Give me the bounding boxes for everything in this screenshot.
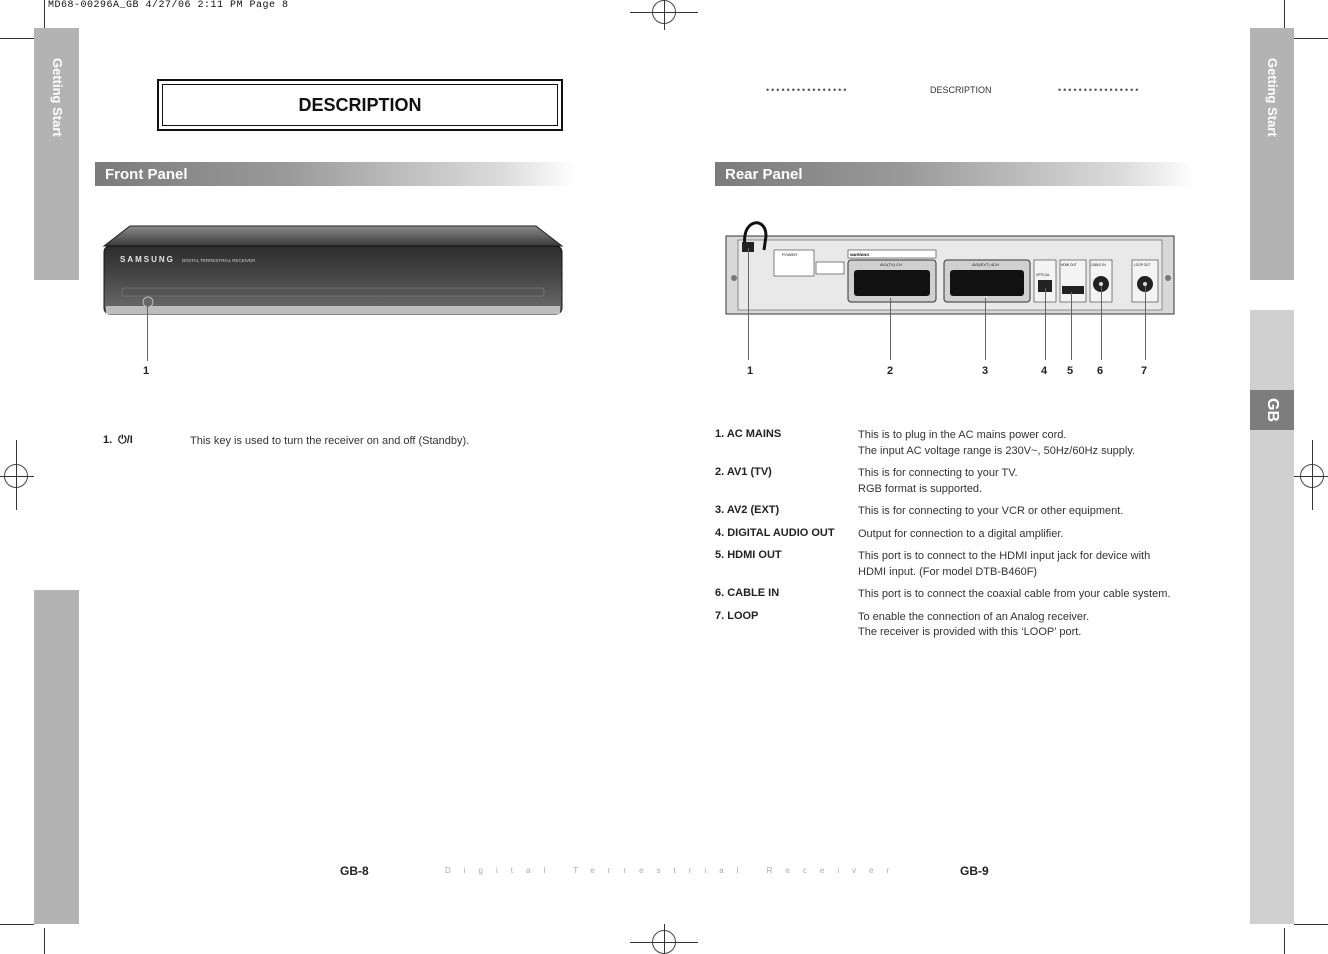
crop-mark — [0, 38, 34, 39]
language-tab-gb: GB — [1250, 390, 1294, 430]
front-panel-header: Front Panel — [95, 162, 575, 186]
svg-text:AV2(EXT) 4CH: AV2(EXT) 4CH — [972, 262, 999, 267]
header-dots-left: •••••••••••••••• — [766, 85, 849, 95]
rear-item-line: The receiver is provided with this ‘LOOP’ port. — [858, 626, 1082, 638]
crop-mark — [44, 928, 45, 954]
svg-text:POWER: POWER — [782, 252, 798, 257]
rear-item-line: This port is to connect the coaxial cable from your cable system. — [858, 588, 1171, 600]
crop-mark — [1294, 924, 1328, 925]
rear-item-line: HDMI input. (For model DTB-B460F) — [858, 566, 1038, 578]
svg-text:WARNING: WARNING — [850, 252, 870, 257]
rear-item-term: 2. AV1 (TV) — [715, 466, 772, 478]
running-header: DESCRIPTION — [930, 85, 992, 95]
registration-line — [0, 476, 34, 477]
rear-callout-6: 6 — [1097, 365, 1104, 377]
front-callout-1: 1 — [143, 365, 150, 377]
page-title-box — [157, 79, 563, 131]
rear-item-line: This is for connecting to your TV. — [858, 467, 1018, 479]
rear-panel-header: Rear Panel — [715, 162, 1195, 186]
svg-text:CABLE IN: CABLE IN — [1091, 263, 1106, 267]
registration-line — [1294, 476, 1328, 477]
crop-mark — [0, 924, 34, 925]
rear-item-line: This port is to connect to the HDMI input jack for device with — [858, 550, 1151, 562]
page-number-right: GB-9 — [960, 864, 989, 878]
right-side-tab-label: Getting Start — [1265, 58, 1280, 137]
rear-item-term: 3. AV2 (EXT) — [715, 504, 780, 516]
rear-item-line: This is to plug in the AC mains power cord. — [858, 429, 1067, 441]
crop-mark — [1294, 38, 1328, 39]
callout-line — [748, 248, 749, 360]
rear-callout-5: 5 — [1067, 365, 1074, 377]
callout-line — [1101, 286, 1102, 360]
rear-callout-3: 3 — [982, 365, 989, 377]
registration-line — [1312, 440, 1313, 510]
rear-item-term: 5. HDMI OUT — [715, 549, 782, 561]
crop-mark — [1284, 928, 1285, 954]
callout-line — [1071, 292, 1072, 360]
rear-callout-7: 7 — [1141, 365, 1148, 377]
callout-line — [147, 306, 148, 361]
callout-line — [985, 298, 986, 360]
av2-scart-icon — [950, 270, 1024, 296]
registration-line — [664, 0, 665, 30]
svg-text:HDMI OUT: HDMI OUT — [1061, 263, 1077, 267]
callout-line — [1145, 286, 1146, 360]
crop-mark — [44, 0, 45, 28]
svg-text:LOOP OUT: LOOP OUT — [1134, 263, 1151, 267]
front-panel-illustration — [100, 222, 566, 322]
rear-callout-1: 1 — [747, 365, 754, 377]
registration-line — [664, 924, 665, 954]
callout-line — [890, 298, 891, 360]
standby-button-icon — [143, 297, 153, 307]
left-side-tab-label: Getting Start — [50, 58, 65, 137]
front-item-text: This key is used to turn the receiver on and off (Standby). — [190, 435, 470, 447]
rear-item-term: 7. LOOP — [715, 610, 759, 622]
rear-item-line: RGB format is supported. — [858, 483, 983, 495]
rear-item-term: 6. CABLE IN — [715, 587, 780, 599]
svg-text:OPTICAL: OPTICAL — [1036, 273, 1050, 277]
av1-scart-icon — [854, 270, 930, 296]
rear-callout-4: 4 — [1041, 365, 1048, 377]
page-title: DESCRIPTION — [298, 94, 422, 115]
rear-callout-2: 2 — [887, 365, 894, 377]
registration-line — [16, 440, 17, 510]
front-item-number: 1. — [103, 434, 113, 446]
left-side-tab-bottom — [34, 590, 79, 924]
rear-item-term: 4. DIGITAL AUDIO OUT — [715, 527, 835, 539]
svg-text:AV1(TV) CH: AV1(TV) CH — [880, 262, 902, 267]
callout-line — [1045, 288, 1046, 360]
page-number-left: GB-8 — [340, 864, 369, 878]
footer-product-name: Digital Terrestrial Receiver — [445, 866, 903, 875]
crop-mark — [1284, 0, 1285, 28]
front-panel-model-text: DIGITAL TERRESTRIAL RECEIVER — [182, 258, 256, 263]
rear-item-line: To enable the connection of an Analog receiver. — [858, 611, 1090, 623]
print-slug: MD68-00296A_GB 4/27/06 2:11 PM Page 8 — [48, 0, 289, 11]
rear-item-line: The input AC voltage range is 230V~, 50Hz/60Hz supply. — [858, 445, 1136, 457]
standby-symbol: ⏻/I — [118, 434, 133, 446]
hdmi-port-icon — [1062, 286, 1084, 294]
rear-item-line: Output for connection to a digital amplifier. — [858, 528, 1064, 540]
rear-item-term: 1. AC MAINS — [715, 428, 782, 440]
header-dots-right: •••••••••••••••• — [1058, 85, 1141, 95]
front-panel-brand: SAMSUNG — [120, 255, 175, 264]
rear-item-line: This is for connecting to your VCR or other equipment. — [858, 505, 1124, 517]
rear-panel-illustration — [724, 210, 1178, 320]
